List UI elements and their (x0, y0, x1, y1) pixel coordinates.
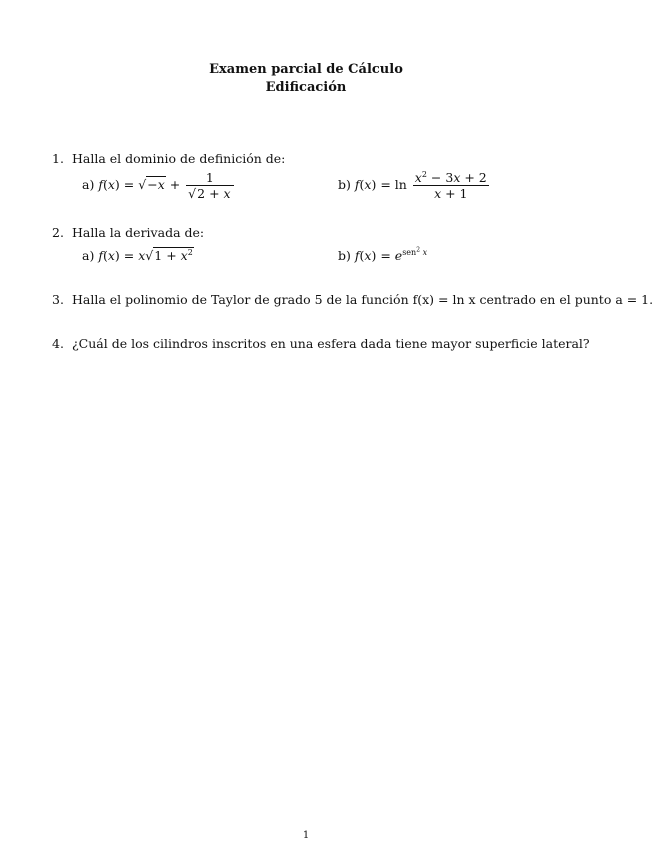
question-2-number: 2. (52, 225, 64, 240)
question-1-text: Halla el dominio de definición de: (71, 151, 286, 166)
question-2b (338, 248, 427, 264)
question-2b-label: b) (338, 248, 351, 263)
question-1 (52, 151, 285, 167)
question-1-number: 1. (52, 151, 64, 166)
question-3 (52, 292, 653, 308)
question-1a (82, 170, 236, 201)
question-2-text: Halla la derivada de: (71, 225, 205, 240)
question-1a-label: a) (82, 177, 95, 192)
exam-subtitle: Edificación (265, 80, 347, 95)
question-4-number: 4. (52, 336, 64, 351)
question-2b-formula: $f(x) = e^{sen^2 x}$ (354, 246, 428, 263)
exam-title: Examen parcial de Cálculo (209, 62, 403, 77)
question-1b-formula: f(x) = ln $\frac{x^2 - 3x + 2}{x + 1}$ (354, 169, 487, 201)
question-2 (52, 225, 204, 241)
question-2a-label: a) (82, 248, 95, 263)
question-4-text: ¿Cuál de los cilindros inscritos en una esfera dada tiene mayor superficie lateral? (71, 336, 590, 351)
question-1b (338, 170, 491, 201)
question-3-number: 3. (52, 292, 64, 307)
page-number: 1 (302, 830, 310, 841)
question-1a-formula: f(x) = √−x + $\frac{1}{√2 + x}$ (98, 177, 235, 192)
question-1b-label: b) (338, 177, 351, 192)
question-3-text: Halla el polinomio de Taylor de grado 5 de la función f(x) = ln x centrado en el punto a = 1. (71, 292, 654, 307)
question-2a (82, 248, 194, 264)
question-4 (52, 336, 590, 352)
question-2a-formula: $f(x) = x√1 + x^2$ (98, 247, 193, 263)
